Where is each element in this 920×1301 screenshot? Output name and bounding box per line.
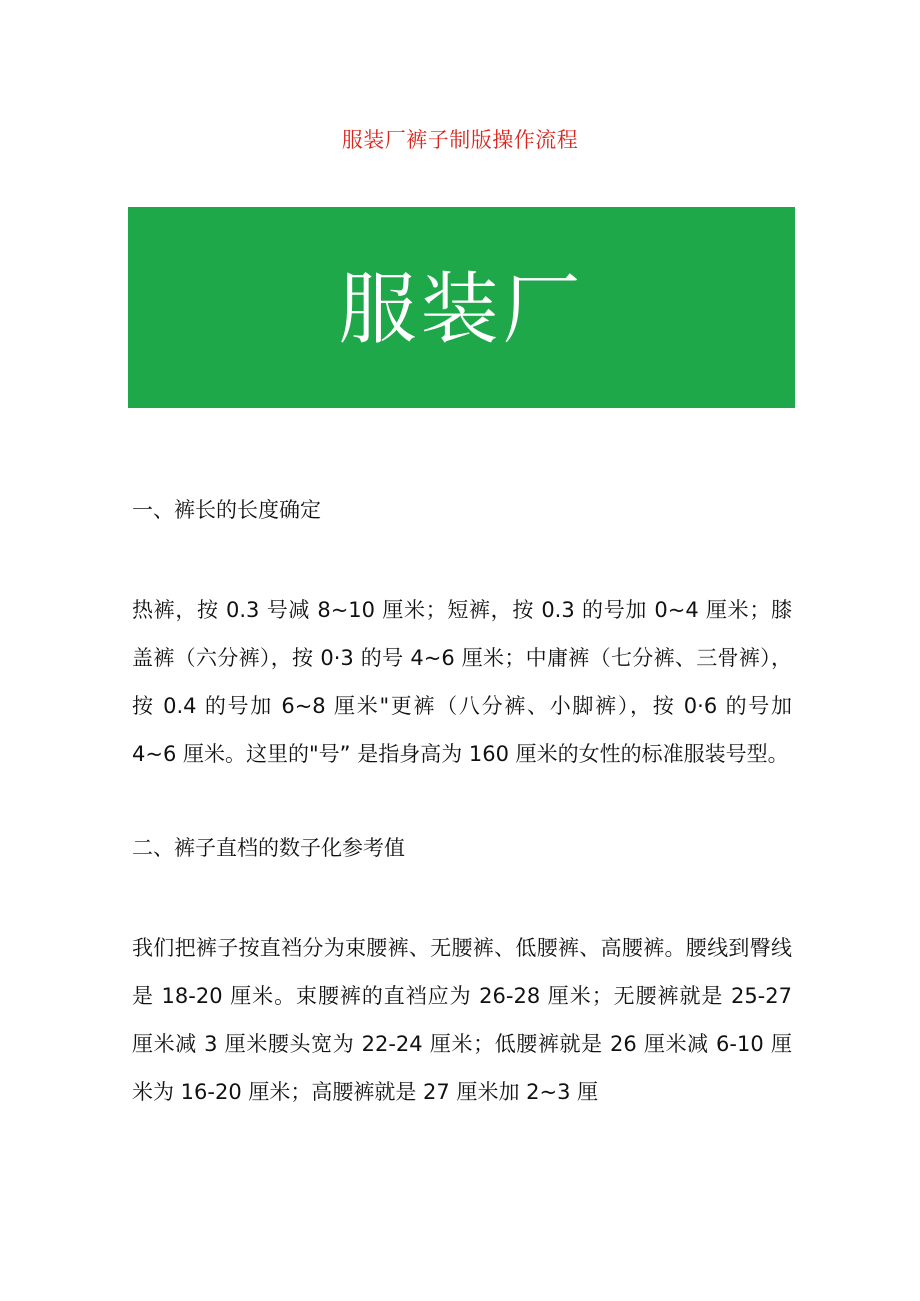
banner-text: 服装厂 bbox=[338, 264, 585, 355]
document-title: 服装厂裤子制版操作流程 bbox=[341, 128, 579, 152]
section-heading-rise: 二、裤子直档的数子化参考值 bbox=[132, 836, 405, 860]
section-paragraph-rise: 我们把裤子按直裆分为束腰裤、无腰裤、低腰裤、高腰裤。腰线到臀线是 18-20 厘米。束腰裤的直裆应为 26-28 厘米；无腰裤就是 25-27 厘米减 3 厘米腰头宽为 22-24 厘米；低腰裤就是 26 厘米减 6-10 厘米为 16-20 厘米；高腰裤就是 27 厘米加 2~3 厘 bbox=[132, 936, 792, 1104]
document-body bbox=[132, 490, 792, 1116]
section-heading-length: 一、裤长的长度确定 bbox=[132, 498, 321, 522]
section-paragraph-length: 热裤，按 0.3 号减 8~10 厘米；短裤，按 0.3 的号加 0~4 厘米；膝盖裤（六分裤），按 0·3 的号 4~6 厘米；中庸裤（七分裤、三骨裤），按 0.4 的号加 6~8 厘米"更裤（八分裤、小脚裤），按 0·6 的号加 4~6 厘米。这里的"号” 是指身高为 160 厘米的女性的标准服装号型。 bbox=[132, 598, 792, 766]
banner bbox=[128, 207, 795, 408]
